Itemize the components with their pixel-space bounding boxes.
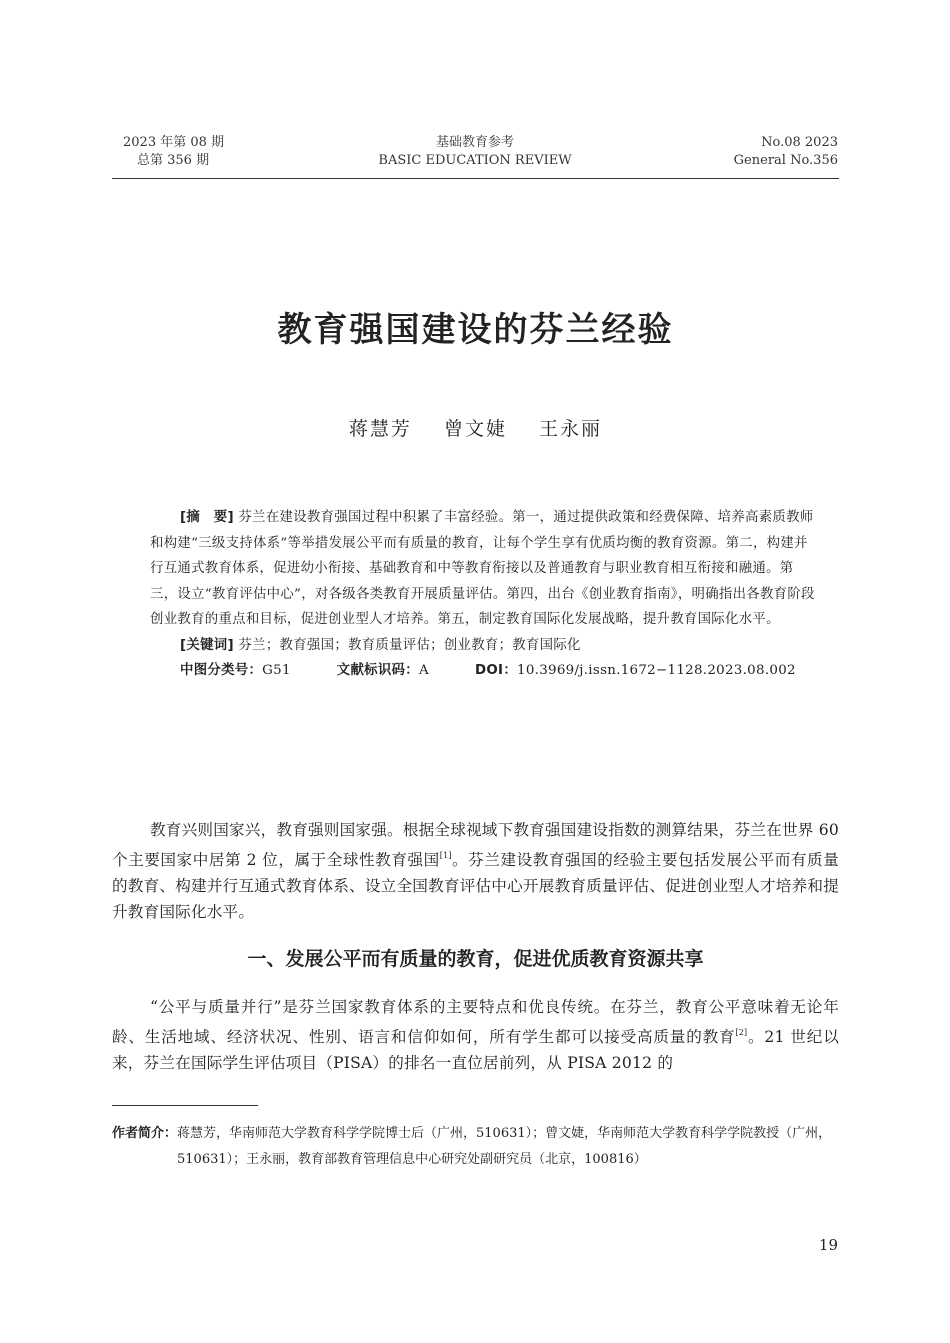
body-paragraph-2 xyxy=(112,994,839,1076)
abstract-paragraph xyxy=(150,505,815,633)
issue-number-en: No.08 2023 xyxy=(761,135,838,150)
author-name: 蒋慧芳 xyxy=(348,418,412,440)
abstract-text: 芬兰在建设教育强国过程中积累了丰富经验。第一，通过提供政策和经费保障、培养高素质教师和构建“三级支持体系”等举措发展公平而有质量的教育，让每个学生享有优质均衡的教育资源。第二，构建并行互通式教育体系，促进幼小衔接、基础教育和中等教育衔接以及普通教育与职业教育相互衔接和融通。第三，设立“教育评估中心”，对各级各类教育开展质量评估。第四，出台《创业教育指南》，明确指出各教育阶段创业教育的重点和目标，促进创业型人才培养。第五，制定教育国际化发展战略，提升教育国际化水平。 xyxy=(150,510,815,627)
paragraph-text: 。芬兰建设教育强国的经验主要包括发展公平而有质量的教育、构建并行互通式教育体系、设立全国教育评估中心开展教育质量评估、促进创业型人才培养和提升教育国际化水平。 xyxy=(112,851,839,921)
classification-line xyxy=(150,658,815,684)
running-header-left xyxy=(123,134,224,170)
paragraph xyxy=(112,817,839,925)
issue-total-number: 总第 356 期 xyxy=(137,153,210,168)
author-list xyxy=(112,414,839,441)
paragraph-text: 。21 世纪以来，芬兰在国际学生评估项目（PISA）的排名一直位居前列，从 PISA 2012 的 xyxy=(112,1028,839,1072)
keywords-line xyxy=(150,633,815,659)
keywords-text: 芬兰；教育强国；教育质量评估；创业教育；教育国际化 xyxy=(238,637,581,653)
doi-value: 10.3969/j.issn.1672−1128.2023.08.002 xyxy=(517,663,796,678)
clc-value: G51 xyxy=(262,663,291,678)
general-number-en: General No.356 xyxy=(733,153,838,168)
header-divider xyxy=(112,178,839,179)
footnote-divider xyxy=(112,1105,258,1106)
doc-code-value: A xyxy=(418,663,429,678)
footnote-text: 蒋慧芳，华南师范大学教育科学学院博士后（广州，510631）；曾文婕，华南师范大学教育科学学院教授（广州，510631）；王永丽，教育部教育管理信息中心研究处副研究员（北京，100816） xyxy=(177,1126,832,1167)
paragraph-text: 教育兴则国家兴，教育强则国家强。根据全球视域下教育强国建设指数的测算结果，芬兰在世界 60 个主要国家中居第 2 位，属于全球性教育强国 xyxy=(112,821,839,869)
body-paragraph-1 xyxy=(112,817,839,925)
author-footnote xyxy=(112,1121,839,1173)
keywords-label: [关键词] xyxy=(180,637,234,653)
doc-code-label: 文献标识码： xyxy=(336,663,419,678)
author-name: 王永丽 xyxy=(539,418,603,440)
citation-ref: [2] xyxy=(735,1028,748,1037)
paragraph xyxy=(112,994,839,1076)
clc-label: 中图分类号： xyxy=(180,663,263,678)
abstract-label: [摘 要] xyxy=(180,510,234,525)
journal-name-cn: 基础教育参考 xyxy=(435,135,514,150)
doi-label: DOI： xyxy=(474,663,518,678)
citation-ref: [1] xyxy=(439,851,452,860)
section-heading: 一、发展公平而有质量的教育，促进优质教育资源共享 xyxy=(247,948,704,970)
running-header-right xyxy=(734,134,838,170)
journal-name-en: BASIC EDUCATION REVIEW xyxy=(378,153,572,168)
abstract-block xyxy=(150,505,815,684)
footnote-label: 作者简介： xyxy=(112,1126,178,1141)
article-title: 教育强国建设的芬兰经验 xyxy=(277,310,674,350)
running-header-center xyxy=(300,134,650,170)
author-name: 曾文婕 xyxy=(443,418,507,440)
issue-year-number: 2023 年第 08 期 xyxy=(123,135,225,150)
page-number: 19 xyxy=(818,1236,838,1254)
paragraph-text: “公平与质量并行”是芬兰国家教育体系的主要特点和优良传统。在芬兰，教育公平意味着无论年龄、生活地域、经济状况、性别、语言和信仰如何，所有学生都可以接受高质量的教育 xyxy=(112,998,839,1046)
